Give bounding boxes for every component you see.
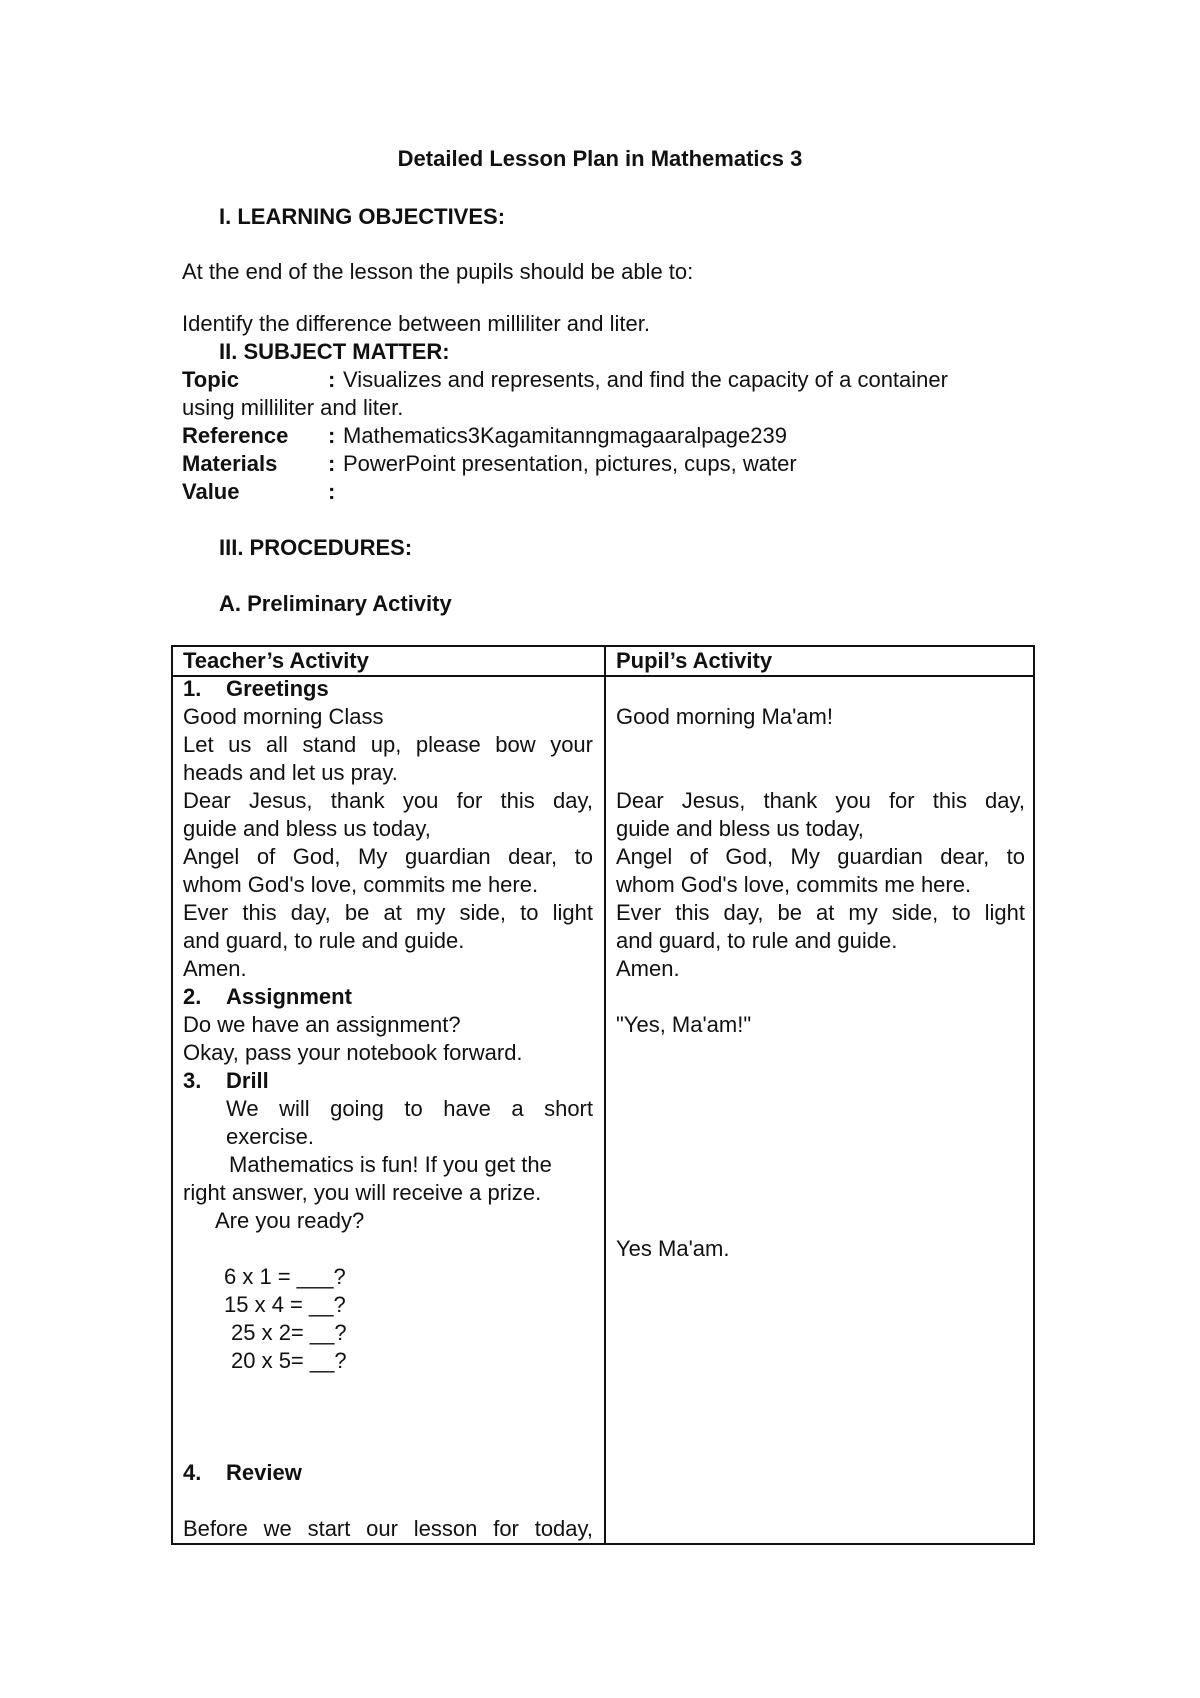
materials-value: PowerPoint presentation, pictures, cups, water (343, 451, 797, 476)
teacher-line: Before we start our lesson for today, (183, 1516, 593, 1541)
section-title: Assignment (226, 984, 352, 1009)
teacher-line: Amen. (183, 956, 247, 981)
teacher-line: Angel of God, My guardian dear, to (183, 844, 593, 869)
table-divider-vertical (604, 647, 606, 1543)
drill-equation: 15 x 4 = __? (224, 1292, 346, 1317)
section-number: 3. (183, 1068, 202, 1093)
pupil-header: Pupil’s Activity (616, 648, 773, 673)
pupil-line: Ever this day, be at my side, to light (616, 900, 1025, 925)
section-drill (183, 1067, 269, 1095)
pupil-line: Yes Ma'am. (616, 1236, 730, 1261)
subject-matter-heading: II. SUBJECT MATTER: (219, 339, 450, 364)
reference-label: Reference (182, 423, 289, 448)
teacher-line: whom God's love, commits me here. (183, 872, 539, 897)
materials-label: Materials (182, 451, 278, 476)
reference-value: Mathematics3Kagamitanngmagaaralpage239 (343, 423, 787, 448)
topic-value-cont: using milliliter and liter. (182, 395, 404, 420)
pupil-line: "Yes, Ma'am!" (616, 1012, 752, 1037)
topic-row (0, 366, 1200, 394)
section-assignment (183, 983, 352, 1011)
section-title: Drill (226, 1068, 269, 1093)
section-number: 2. (183, 984, 202, 1009)
pupil-line: Dear Jesus, thank you for this day, (616, 788, 1025, 813)
teacher-line: exercise. (226, 1124, 315, 1149)
topic-label: Topic (182, 367, 240, 392)
drill-equation: 20 x 5= __? (231, 1348, 347, 1373)
pupil-line: whom God's love, commits me here. (616, 872, 972, 897)
teacher-line: Mathematics is fun! If you get the (229, 1152, 552, 1177)
teacher-line: We will going to have a short (226, 1096, 593, 1121)
reference-row (0, 422, 1200, 450)
section-greetings (183, 675, 329, 703)
section-title: Review (226, 1460, 302, 1485)
section-title: Greetings (226, 676, 329, 701)
reference-colon: : (328, 423, 336, 448)
value-row (0, 478, 1200, 506)
pupil-line: guide and bless us today, (616, 816, 864, 841)
pupil-line: and guard, to rule and guide. (616, 928, 898, 953)
value-label: Value (182, 479, 240, 504)
activity-table (171, 645, 1035, 1545)
section-number: 4. (183, 1460, 202, 1485)
section-review (183, 1459, 302, 1487)
materials-row (0, 450, 1200, 478)
drill-equation: 25 x 2= __? (231, 1320, 347, 1345)
topic-colon: : (328, 367, 336, 392)
teacher-line: guide and bless us today, (183, 816, 431, 841)
teacher-line: right answer, you will receive a prize. (183, 1180, 542, 1205)
teacher-line: Okay, pass your notebook forward. (183, 1040, 523, 1065)
objectives-item: Identify the difference between milliliter and liter. (182, 311, 650, 336)
pupil-line: Angel of God, My guardian dear, to (616, 844, 1025, 869)
teacher-line: and guard, to rule and guide. (183, 928, 465, 953)
page-title: Detailed Lesson Plan in Mathematics 3 (397, 146, 803, 171)
materials-colon: : (328, 451, 336, 476)
objectives-intro: At the end of the lesson the pupils should be able to: (182, 259, 694, 284)
teacher-line: Ever this day, be at my side, to light (183, 900, 593, 925)
teacher-line: Dear Jesus, thank you for this day, (183, 788, 593, 813)
teacher-line: Are you ready? (215, 1208, 365, 1233)
drill-equation: 6 x 1 = ___? (224, 1264, 346, 1289)
preliminary-activity-heading: A. Preliminary Activity (219, 591, 452, 616)
procedures-heading: III. PROCEDURES: (219, 535, 413, 560)
section-number: 1. (183, 676, 202, 701)
objectives-heading: I. LEARNING OBJECTIVES: (219, 204, 506, 229)
teacher-header: Teacher’s Activity (183, 648, 369, 673)
pupil-line: Good morning Ma'am! (616, 704, 833, 729)
teacher-line: heads and let us pray. (183, 760, 398, 785)
value-colon: : (328, 479, 336, 504)
teacher-line: Do we have an assignment? (183, 1012, 461, 1037)
teacher-line: Good morning Class (183, 704, 384, 729)
topic-value: Visualizes and represents, and find the capacity of a container (343, 367, 948, 392)
pupil-line: Amen. (616, 956, 680, 981)
teacher-line: Let us all stand up, please bow your (183, 732, 593, 757)
